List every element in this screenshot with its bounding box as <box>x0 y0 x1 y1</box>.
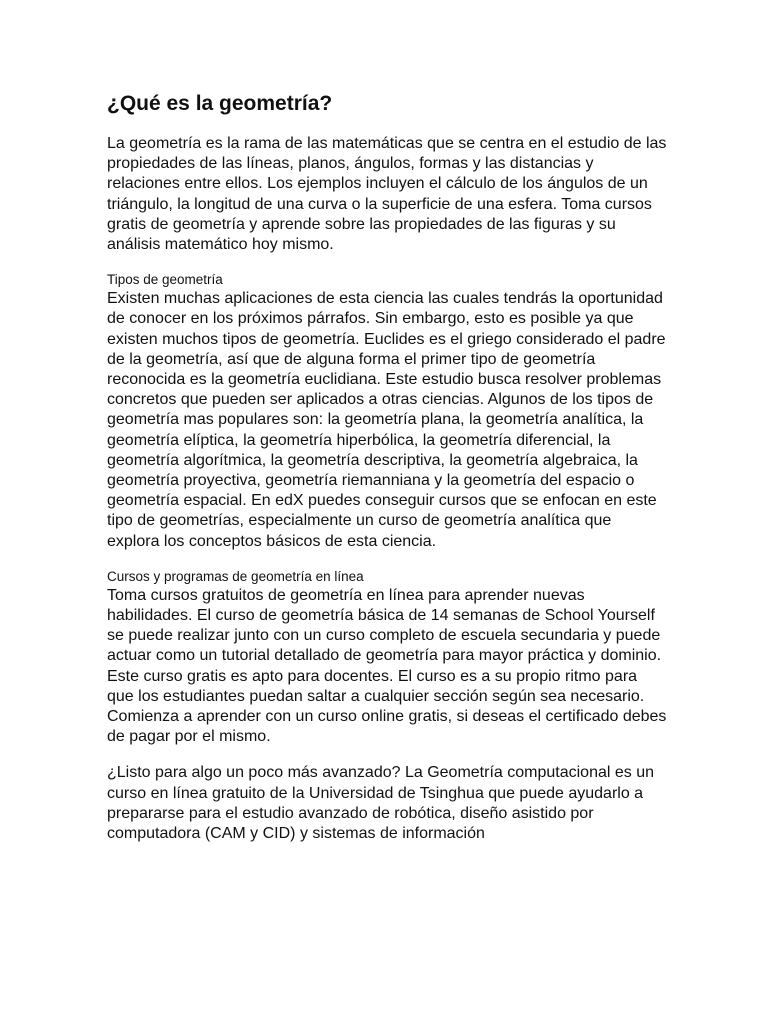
document-page <box>107 90 667 844</box>
paragraph-gap <box>107 747 667 763</box>
section-heading-cursos: Cursos y programas de geometría en línea <box>107 568 364 584</box>
section-body-tipos: Existen muchas aplicaciones de esta ciencia las cuales tendrás la oportunidad de conocer en los próximos párrafos. Sin embargo, esto es posible ya que existen muchos tipos de geometría. Euclides es el griego considerado el padre de la geometría, así que de alguna forma el primer tipo de geometría reconocida es la geometría euclidiana. Este estudio busca resolver problemas concretos que pueden ser aplicados a otras ciencias. Algunos de los tipos de geometría mas populares son: la geometría plana, la geometría analítica, la geometría elíptica, la geometría hiperbólica, la geometría diferencial, la geometría algorítmica, la geometría descriptiva, la geometría algebraica, la geometría proyectiva, geometría riemanniana y la geometría del espacio o geometría espacial. En edX puedes conseguir cursos que se enfocan en este tipo de geometrías, especialmente un curso de geometría analítica que explora los conceptos básicos de esta ciencia. <box>107 290 666 550</box>
paragraph-gap <box>107 552 667 568</box>
section-heading-tipos: Tipos de geometría <box>107 272 223 288</box>
closing-paragraph: ¿Listo para algo un poco más avanzado? La Geometría computacional es un curso en línea gratuito de la Universidad de Tsinghua que puede ayudarlo a prepararse para el estudio avanzado de robótica, diseño asistido por computadora (CAM y CID) y sistemas de información <box>107 764 654 843</box>
section-body-cursos: Toma cursos gratuitos de geometría en línea para aprender nuevas habilidades. El curso de geometría básica de 14 semanas de School Yourself se puede realizar junto con un curso completo de escuela secundaria y puede actuar como un tutorial detallado de geometría para mayor práctica y dominio. Este curso gratis es apto para docentes. El curso es a su propio ritmo para que los estudiantes puedan saltar a cualquier sección según sea necesario. Comienza a aprender con un curso online gratis, si deseas el certificado debes de pagar por el mismo. <box>107 586 667 746</box>
intro-paragraph: La geometría es la rama de las matemáticas que se centra en el estudio de las propiedades de las líneas, planos, ángulos, formas y las distancias y relaciones entre ellos. Los ejemplos incluyen el cálculo de los ángulos de un triángulo, la longitud de una curva o la superficie de una esfera. Toma cursos gratis de geometría y aprende sobre las propiedades de las figuras y su análisis matemático hoy mismo. <box>107 135 667 254</box>
page-title: ¿Qué es la geometría? <box>107 92 333 115</box>
paragraph-gap <box>107 255 667 271</box>
